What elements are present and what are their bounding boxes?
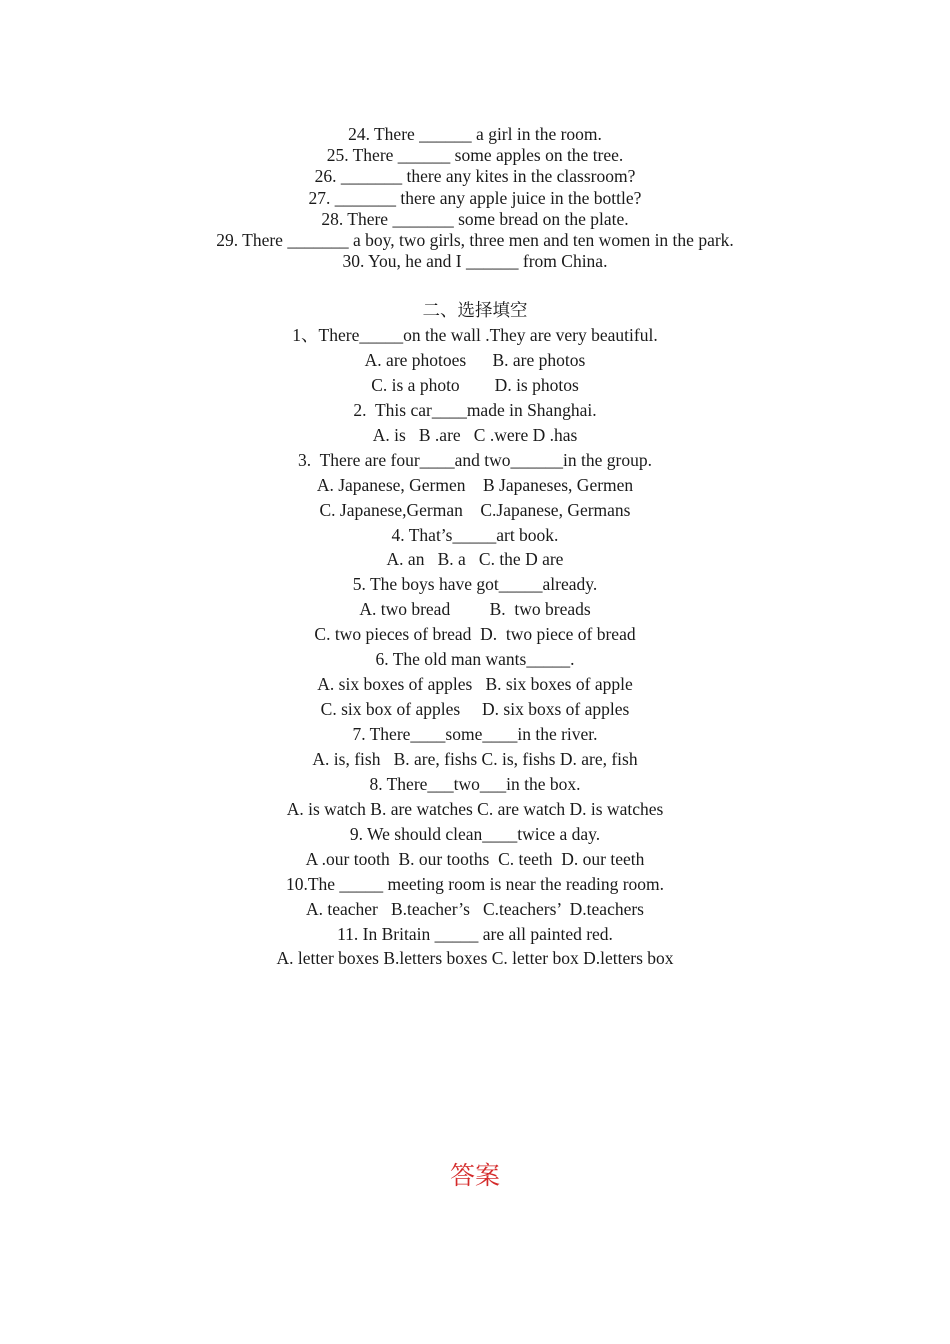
question-line: 10.The _____ meeting room is near the reading room. — [285, 873, 665, 894]
question-line: 9. We should clean____twice a day. — [349, 823, 601, 844]
question-line: 25. There ______ some apples on the tree. — [326, 145, 624, 166]
question-line: 4. That’s_____art book. — [391, 524, 559, 545]
multiple-choice-questions — [0, 323, 950, 971]
question-line: 30. You, he and I ______ from China. — [342, 251, 608, 272]
question-line: 27. _______ there any apple juice in the bottle? — [308, 187, 642, 208]
question-line: 7. There____some____in the river. — [352, 724, 598, 744]
question-line: 11. In Britain _____ are all painted red. — [337, 923, 613, 944]
options-line: C. Japanese,German C.Japanese, Germans — [319, 499, 631, 520]
question-line: 3. There are four____and two______in the group. — [298, 449, 652, 470]
options-line: A. two bread B. two breads — [359, 599, 591, 620]
question-line: 26. _______ there any kites in the classroom? — [314, 166, 636, 187]
options-line: A. Japanese, Germen B Japaneses, Germen — [316, 474, 634, 495]
section-heading: 二、选择填空 — [422, 300, 528, 320]
options-line: A. is watch B. are watches C. are watch D. is watches — [286, 798, 664, 819]
question-line: 8. There___two___in the box. — [369, 773, 581, 794]
question-line: 6. The old man wants_____. — [375, 649, 575, 670]
question-line: 1、There_____on the wall .They are very beautiful. — [292, 325, 658, 345]
options-line: A. teacher B.teacher’s C.teachers’ D.teachers — [305, 898, 644, 919]
options-line: A. letter boxes B.letters boxes C. letter box D.letters box — [276, 948, 674, 969]
options-line: C. two pieces of bread D. two piece of bread — [314, 624, 636, 645]
fill-in-questions — [0, 124, 950, 272]
question-line: 28. There _______ some bread on the plate. — [321, 208, 629, 229]
options-line: A. six boxes of apples B. six boxes of apple — [317, 674, 633, 695]
options-line: A. is B .are C .were D .has — [372, 424, 578, 445]
answer-title: 答案 — [449, 1163, 500, 1190]
options-line: A. an B. a C. the D are — [386, 549, 564, 570]
options-line: C. is a photo D. is photos — [371, 374, 579, 395]
options-line: C. six box of apples D. six boxs of apples — [320, 699, 630, 720]
question-line: 29. There _______ a boy, two girls, three men and ten women in the park. — [216, 229, 734, 250]
question-line: 5. The boys have got_____already. — [352, 574, 598, 595]
options-line: A. are photoes B. are photos — [364, 349, 586, 370]
options-line: A. is, fish B. are, fishs C. is, fishs D. are, fish — [312, 748, 638, 769]
question-line: 2. This car____made in Shanghai. — [353, 399, 597, 420]
question-line: 24. There ______ a girl in the room. — [348, 124, 602, 144]
options-line: A .our tooth B. our tooths C. teeth D. our teeth — [305, 848, 645, 869]
